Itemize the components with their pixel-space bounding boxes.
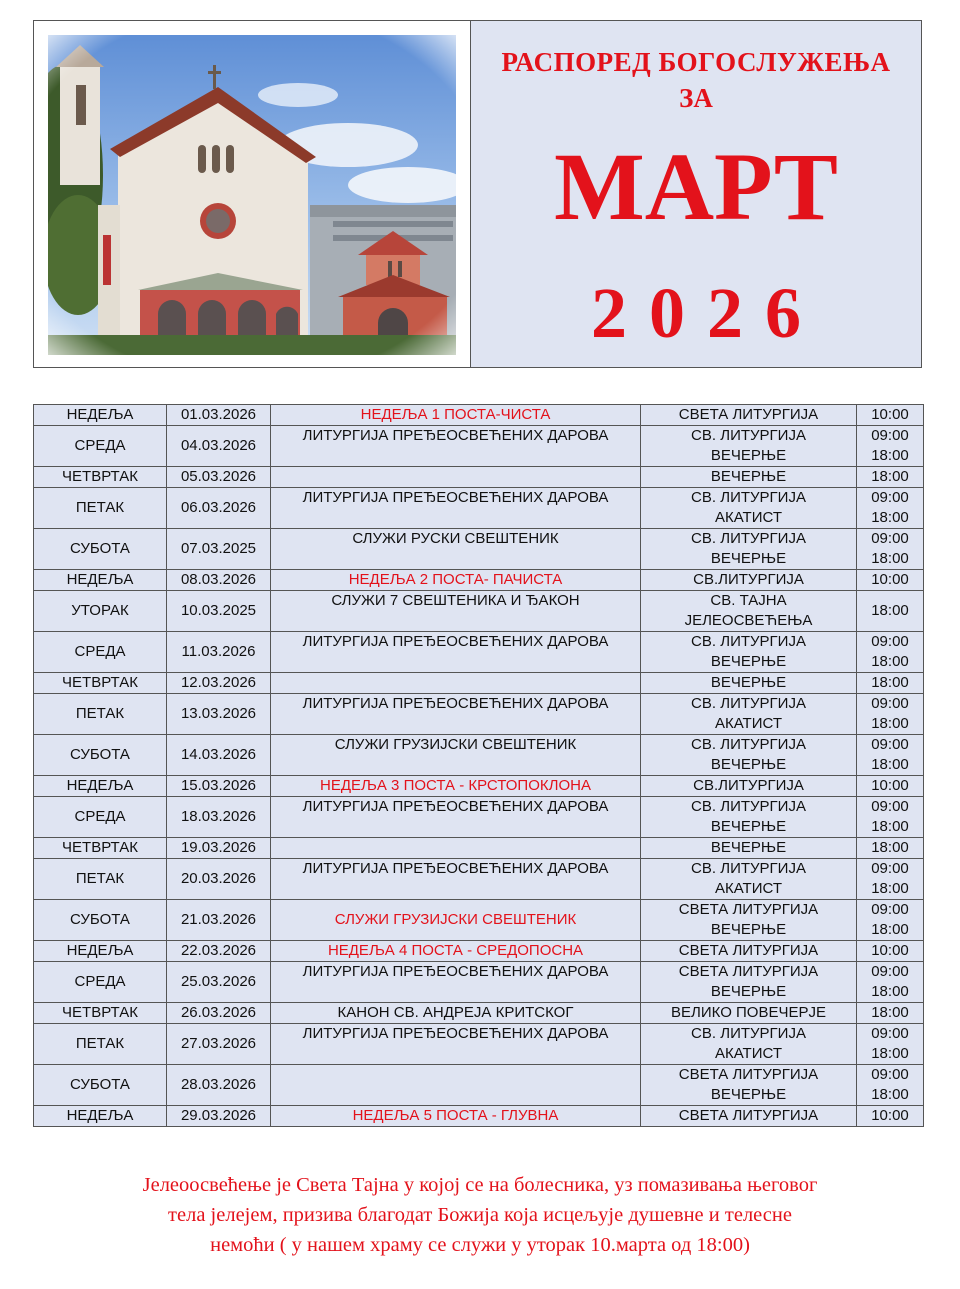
service-line: СВ. ЛИТУРГИЈА	[691, 1025, 806, 1042]
service-line: СВ. ЛИТУРГИЈА	[691, 695, 806, 712]
time-line: 18:00	[871, 1086, 909, 1103]
time-line: 10:00	[871, 406, 909, 423]
time-cell	[857, 735, 924, 776]
service-line: СВ. ТАЈНА	[710, 592, 787, 609]
time-cell	[857, 673, 924, 694]
day-cell: СУБОТА	[34, 735, 167, 776]
service-cell	[641, 570, 857, 591]
time-line: 09:00	[871, 427, 909, 444]
service-line: АКАТИСТ	[714, 880, 783, 897]
time-cell	[857, 1024, 924, 1065]
service-cell	[641, 941, 857, 962]
time-line: 09:00	[871, 860, 909, 877]
service-cell	[641, 488, 857, 529]
time-cell	[857, 405, 924, 426]
date-cell: 15.03.2026	[167, 776, 271, 797]
time-line: 10:00	[871, 777, 909, 794]
footer-line-2: тела јелејем, призива благодат Божија која исцељује душевне и телесне	[168, 1204, 792, 1226]
table-row	[34, 900, 924, 941]
note-cell: НЕДЕЉА 4 ПОСТА - СРЕДОПОСНА	[271, 941, 641, 962]
day-cell: ПЕТАК	[34, 488, 167, 529]
service-cell	[641, 900, 857, 941]
time-cell	[857, 838, 924, 859]
table-row	[34, 1065, 924, 1106]
date-cell: 06.03.2026	[167, 488, 271, 529]
note-cell: ЛИТУРГИЈА ПРЕЂЕОСВЕЋЕНИХ ДАРОВА	[271, 426, 641, 467]
service-cell	[641, 962, 857, 1003]
date-cell: 11.03.2026	[167, 632, 271, 673]
time-line: 18:00	[871, 674, 909, 691]
service-line: ВЕЧЕРЊЕ	[710, 818, 787, 835]
note-cell: СЛУЖИ ГРУЗИЈСКИ СВЕШТЕНИК	[271, 900, 641, 941]
table-row	[34, 529, 924, 570]
table-row	[34, 488, 924, 529]
service-line: СВ. ЛИТУРГИЈА	[691, 860, 806, 877]
table-row	[34, 673, 924, 694]
time-line: 18:00	[871, 602, 909, 619]
time-line: 09:00	[871, 489, 909, 506]
service-cell	[641, 797, 857, 838]
date-cell: 10.03.2025	[167, 591, 271, 632]
note-cell	[271, 1065, 641, 1106]
church-photo	[48, 35, 456, 355]
table-row	[34, 962, 924, 1003]
day-cell: ЧЕТВРТАК	[34, 467, 167, 488]
day-cell: ПЕТАК	[34, 1024, 167, 1065]
service-line: ВЕЧЕРЊЕ	[710, 1086, 787, 1103]
service-cell	[641, 632, 857, 673]
service-line: ВЕЧЕРЊЕ	[710, 653, 787, 670]
date-cell: 27.03.2026	[167, 1024, 271, 1065]
month-title: МАРТ	[554, 133, 838, 240]
service-line: ВЕЧЕРЊЕ	[710, 674, 787, 691]
service-line: АКАТИСТ	[714, 1045, 783, 1062]
day-cell: НЕДЕЉА	[34, 1106, 167, 1127]
service-line: АКАТИСТ	[714, 509, 783, 526]
time-line: 18:00	[871, 715, 909, 732]
table-row	[34, 694, 924, 735]
service-line: АКАТИСТ	[714, 715, 783, 732]
note-cell: ЛИТУРГИЈА ПРЕЂЕОСВЕЋЕНИХ ДАРОВА	[271, 962, 641, 1003]
time-cell	[857, 776, 924, 797]
service-line: СВ. ЛИТУРГИЈА	[691, 798, 806, 815]
time-cell	[857, 632, 924, 673]
service-cell	[641, 1065, 857, 1106]
photo-cell	[34, 21, 471, 367]
note-cell	[271, 673, 641, 694]
time-line: 09:00	[871, 1066, 909, 1083]
time-line: 18:00	[871, 839, 909, 856]
note-cell: СЛУЖИ ГРУЗИЈСКИ СВЕШТЕНИК	[271, 735, 641, 776]
service-line: СВ.ЛИТУРГИЈА	[693, 777, 804, 794]
date-cell: 18.03.2026	[167, 797, 271, 838]
time-cell	[857, 426, 924, 467]
time-cell	[857, 591, 924, 632]
table-row	[34, 776, 924, 797]
service-line: СВ. ЛИТУРГИЈА	[691, 633, 806, 650]
table-row	[34, 1106, 924, 1127]
service-cell	[641, 529, 857, 570]
time-cell	[857, 962, 924, 1003]
date-cell: 05.03.2026	[167, 467, 271, 488]
service-cell	[641, 1024, 857, 1065]
service-cell	[641, 591, 857, 632]
date-cell: 28.03.2026	[167, 1065, 271, 1106]
table-row	[34, 838, 924, 859]
service-line: СВЕТА ЛИТУРГИЈА	[678, 901, 819, 918]
time-line: 18:00	[871, 983, 909, 1000]
day-cell: НЕДЕЉА	[34, 941, 167, 962]
time-cell	[857, 797, 924, 838]
service-line: СВ. ЛИТУРГИЈА	[691, 736, 806, 753]
service-cell	[641, 838, 857, 859]
service-line: СВ. ЛИТУРГИЈА	[691, 530, 806, 547]
day-cell: ПЕТАК	[34, 694, 167, 735]
note-cell	[271, 838, 641, 859]
schedule-table	[33, 404, 924, 1127]
note-cell: ЛИТУРГИЈА ПРЕЂЕОСВЕЋЕНИХ ДАРОВА	[271, 1024, 641, 1065]
day-cell: СРЕДА	[34, 797, 167, 838]
time-line: 09:00	[871, 695, 909, 712]
time-line: 18:00	[871, 1004, 909, 1021]
service-line: СВ. ЛИТУРГИЈА	[691, 489, 806, 506]
day-cell: НЕДЕЉА	[34, 570, 167, 591]
service-line: ВЕЧЕРЊЕ	[710, 756, 787, 773]
day-cell: СРЕДА	[34, 632, 167, 673]
service-line: ВЕЧЕРЊЕ	[710, 550, 787, 567]
service-line: ЈЕЛЕОСВЕЋЕЊА	[684, 612, 813, 629]
time-line: 09:00	[871, 901, 909, 918]
time-cell	[857, 694, 924, 735]
service-cell	[641, 694, 857, 735]
time-line: 18:00	[871, 509, 909, 526]
time-cell	[857, 529, 924, 570]
date-cell: 26.03.2026	[167, 1003, 271, 1024]
schedule-title-for: ЗА	[679, 83, 713, 113]
time-line: 18:00	[871, 468, 909, 485]
date-cell: 04.03.2026	[167, 426, 271, 467]
time-line: 10:00	[871, 1107, 909, 1124]
service-cell	[641, 467, 857, 488]
time-cell	[857, 859, 924, 900]
note-cell: ЛИТУРГИЈА ПРЕЂЕОСВЕЋЕНИХ ДАРОВА	[271, 488, 641, 529]
table-row	[34, 797, 924, 838]
service-cell	[641, 735, 857, 776]
time-line: 18:00	[871, 447, 909, 464]
note-cell: ЛИТУРГИЈА ПРЕЂЕОСВЕЋЕНИХ ДАРОВА	[271, 632, 641, 673]
service-line: СВЕТА ЛИТУРГИЈА	[678, 1107, 819, 1124]
service-cell	[641, 859, 857, 900]
service-line: СВЕТА ЛИТУРГИЈА	[678, 963, 819, 980]
service-cell	[641, 426, 857, 467]
service-line: ВЕЛИКО ПОВЕЧЕРЈЕ	[670, 1004, 826, 1021]
day-cell: ЧЕТВРТАК	[34, 1003, 167, 1024]
table-row	[34, 941, 924, 962]
date-cell: 12.03.2026	[167, 673, 271, 694]
date-cell: 25.03.2026	[167, 962, 271, 1003]
service-line: ВЕЧЕРЊЕ	[710, 839, 787, 856]
date-cell: 22.03.2026	[167, 941, 271, 962]
table-row	[34, 632, 924, 673]
time-line: 18:00	[871, 756, 909, 773]
header-panel	[33, 20, 922, 368]
time-cell	[857, 570, 924, 591]
table-row	[34, 859, 924, 900]
time-line: 09:00	[871, 1025, 909, 1042]
note-cell: СЛУЖИ 7 СВЕШТЕНИКА И ЂАКОН	[271, 591, 641, 632]
service-cell	[641, 1003, 857, 1024]
footer-line-3: немоћи ( у нашем храму се служи у уторак 10.марта од 18:00)	[210, 1234, 750, 1256]
time-line: 09:00	[871, 736, 909, 753]
table-row	[34, 426, 924, 467]
time-line: 18:00	[871, 1045, 909, 1062]
table-row	[34, 591, 924, 632]
note-cell: НЕДЕЉА 1 ПОСТА-ЧИСТА	[271, 405, 641, 426]
service-line: ВЕЧЕРЊЕ	[710, 921, 787, 938]
day-cell: СУБОТА	[34, 529, 167, 570]
note-cell: НЕДЕЉА 3 ПОСТА - КРСТОПОКЛОНА	[271, 776, 641, 797]
title-cell	[471, 21, 921, 367]
service-line: СВ. ЛИТУРГИЈА	[691, 427, 806, 444]
time-line: 09:00	[871, 798, 909, 815]
service-line: ВЕЧЕРЊЕ	[710, 468, 787, 485]
date-cell: 07.03.2025	[167, 529, 271, 570]
service-line: СВЕТА ЛИТУРГИЈА	[678, 942, 819, 959]
time-line: 18:00	[871, 921, 909, 938]
service-line: ВЕЧЕРЊЕ	[710, 983, 787, 1000]
time-cell	[857, 900, 924, 941]
service-cell	[641, 1106, 857, 1127]
date-cell: 13.03.2026	[167, 694, 271, 735]
date-cell: 08.03.2026	[167, 570, 271, 591]
day-cell: ЧЕТВРТАК	[34, 838, 167, 859]
note-cell: НЕДЕЉА 2 ПОСТА- ПАЧИСТА	[271, 570, 641, 591]
day-cell: СРЕДА	[34, 426, 167, 467]
service-cell	[641, 776, 857, 797]
table-row	[34, 1003, 924, 1024]
time-line: 09:00	[871, 963, 909, 980]
service-line: СВЕТА ЛИТУРГИЈА	[678, 1066, 819, 1083]
time-cell	[857, 941, 924, 962]
day-cell: НЕДЕЉА	[34, 405, 167, 426]
day-cell: ПЕТАК	[34, 859, 167, 900]
footer-note	[20, 1170, 940, 1260]
table-row	[34, 735, 924, 776]
date-cell: 29.03.2026	[167, 1106, 271, 1127]
schedule-title: РАСПОРЕД БОГОСЛУЖЕЊА	[501, 47, 891, 77]
table-row	[34, 1024, 924, 1065]
time-cell	[857, 488, 924, 529]
date-cell: 01.03.2026	[167, 405, 271, 426]
date-cell: 20.03.2026	[167, 859, 271, 900]
time-line: 09:00	[871, 633, 909, 650]
time-line: 18:00	[871, 550, 909, 567]
footer-line-1: Јелеоосвећење је Света Тајна у којој се на болесника, уз помазивања његовог	[142, 1174, 818, 1196]
service-line: ВЕЧЕРЊЕ	[710, 447, 787, 464]
day-cell: СУБОТА	[34, 900, 167, 941]
service-cell	[641, 673, 857, 694]
day-cell: ЧЕТВРТАК	[34, 673, 167, 694]
time-line: 18:00	[871, 653, 909, 670]
day-cell: УТОРАК	[34, 591, 167, 632]
time-cell	[857, 1065, 924, 1106]
time-line: 18:00	[871, 818, 909, 835]
note-cell	[271, 467, 641, 488]
service-cell	[641, 405, 857, 426]
time-cell	[857, 1003, 924, 1024]
table-row	[34, 570, 924, 591]
time-line: 09:00	[871, 530, 909, 547]
time-cell	[857, 467, 924, 488]
note-cell: НЕДЕЉА 5 ПОСТА - ГЛУВНА	[271, 1106, 641, 1127]
time-line: 18:00	[871, 880, 909, 897]
note-cell: ЛИТУРГИЈА ПРЕЂЕОСВЕЋЕНИХ ДАРОВА	[271, 859, 641, 900]
schedule-body	[34, 405, 924, 1127]
table-row	[34, 405, 924, 426]
time-line: 10:00	[871, 942, 909, 959]
service-line: СВЕТА ЛИТУРГИЈА	[678, 406, 819, 423]
day-cell: СРЕДА	[34, 962, 167, 1003]
note-cell: ЛИТУРГИЈА ПРЕЂЕОСВЕЋЕНИХ ДАРОВА	[271, 797, 641, 838]
note-cell: ЛИТУРГИЈА ПРЕЂЕОСВЕЋЕНИХ ДАРОВА	[271, 694, 641, 735]
year-title: 2026	[591, 273, 823, 353]
day-cell: СУБОТА	[34, 1065, 167, 1106]
date-cell: 19.03.2026	[167, 838, 271, 859]
day-cell: НЕДЕЉА	[34, 776, 167, 797]
date-cell: 14.03.2026	[167, 735, 271, 776]
table-row	[34, 467, 924, 488]
time-cell	[857, 1106, 924, 1127]
date-cell: 21.03.2026	[167, 900, 271, 941]
service-line: СВ.ЛИТУРГИЈА	[693, 571, 804, 588]
note-cell: КАНОН СВ. АНДРЕЈА КРИТСКОГ	[271, 1003, 641, 1024]
time-line: 10:00	[871, 571, 909, 588]
note-cell: СЛУЖИ РУСКИ СВЕШТЕНИК	[271, 529, 641, 570]
